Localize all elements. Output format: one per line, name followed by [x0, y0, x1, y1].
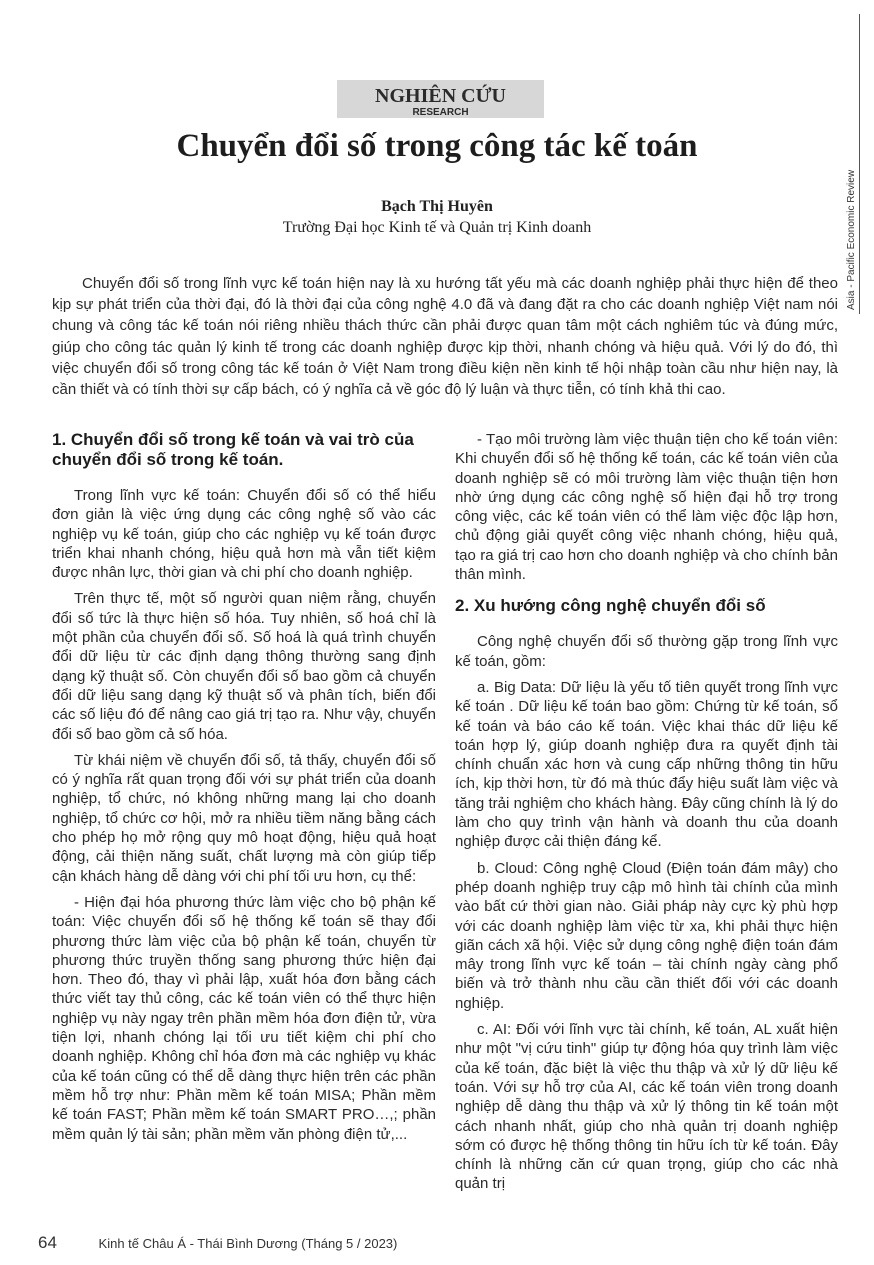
left-column	[52, 430, 436, 1151]
section-1-heading: 1. Chuyển đổi số trong kế toán và vai trò của chuyển đổi số trong kế toán.	[52, 430, 414, 469]
paragraph: Trong lĩnh vực kế toán: Chuyển đổi số có thể hiểu đơn giản là việc ứng dụng các công nghệ số vào các nghiệp vụ kế toán, giúp cho các nghiệp vụ kế toán được triển khai nhanh chóng, hiệu quả hơn mà vẫn tiết kiệm được nhân lực, thời gian và chi phí cho doanh nghiệp.	[52, 487, 436, 582]
section-tag	[337, 80, 544, 118]
paragraph: Công nghệ chuyển đổi số thường gặp trong lĩnh vực kế toán, gồm:	[455, 633, 838, 670]
section-2-heading: 2. Xu hướng công nghệ chuyển đổi số	[455, 596, 766, 616]
paragraph: Từ khái niệm về chuyển đổi số, tả thấy, chuyển đổi số có ý nghĩa rất quan trọng đối với sự phát triển của doanh nghiệp, tổ chức, nó không những mang lại cho doanh nghiệp, tổ chức cơ hội, mở ra nhiều tiềm năng bằng cách cho phép họ mở rộng quy mô hoạt động, hiệu quả hoạt động, cải thiện năng suất, chất lượng mà còn giúp tiếp cận khách hàng dễ dàng với chi phí tối ưu hơn, cụ thể:	[52, 751, 436, 885]
section-tag-en: RESEARCH	[412, 107, 469, 118]
right-column	[455, 430, 838, 1201]
paragraph: - Tạo môi trường làm việc thuận tiện cho kế toán viên: Khi chuyển đổi số hệ thống kế toán, các kế toán viên của doanh nghiệp sẽ có môi trường làm việc thuận tiện hơn nhờ ứng dụng các công nghệ số hiện đại hỗ trợ trong công việc, các kế toán viên có thể làm việc độc lập hơn, chủ động giải quyết công việc nhanh chóng, hiệu quả, tạo ra giá trị cao hơn cho doanh nghiệp và cho chính bản thân mình.	[455, 431, 838, 584]
paragraph: b. Cloud: Công nghệ Cloud (Điện toán đám mây) cho phép doanh nghiệp truy cập mô hình tài chính của mình vào bất cứ thời gian nào. Giải pháp này cực kỳ phù hợp với các doanh nghiệp làm việc từ xa, khi phải thực hiện giãn cách xã hội. Việc sử dụng công nghệ điện toán đám mây trong lĩnh vực kế toán – tài chính ngày càng phổ biến và trở thành nhu cầu cần thiết đối với các doanh nghiệp.	[455, 859, 838, 1012]
page-footer	[38, 1233, 397, 1253]
author-affiliation: Trường Đại học Kinh tế và Quản trị Kinh doanh	[282, 219, 592, 236]
abstract: Chuyển đổi số trong lĩnh vực kế toán hiện nay là xu hướng tất yếu mà các doanh nghiệp phải thực hiện để theo kịp sự phát triển của thời đại, đó là thời đại của công nghệ 4.0 đã và đang đặt ra cho các doanh nghiệp Việt nam nói chung và công tác kế toán nói riêng nhiều thách thức cần phải được quan tâm một cách nghiêm túc và đúng mức, giúp cho công tác quản lý kinh tế trong các doanh nghiệp được kịp thời, nhanh chóng và hiệu quả. Với lý do đó, thì việc chuyển đổi số trong công tác kế toán ở Việt Nam trong điều kiện nền kinh tế hội nhập toàn cầu như hiện nay, là cần thiết và có tính thời sự cấp bách, có ý nghĩa cả về góc độ lý luận và thực tiễn, có tính khả thi cao.	[52, 275, 838, 399]
paragraph: a. Big Data: Dữ liệu là yếu tố tiên quyết trong lĩnh vực kế toán . Dữ liệu kế toán bao gồm: Chứng từ kế toán, sổ kế toán và báo cáo kế toán. Việc khai thác dữ liệu kế toán hợp lý, giúp doanh nghiệp đưa ra quyết định tài chính chuẩn xác hơn và cung cấp những thông tin hữu ích, kịp thời hơn, từ đó mà thúc đẩy hiệu suất làm việc và tăng trải nghiệm cho khách hàng. Đây cũng chính là lý do làm cho quy trình vận hành và doanh thu của doanh nghiệp được cải thiện đáng kể.	[455, 678, 838, 851]
article-title: Chuyển đổi số trong công tác kế toán	[176, 128, 698, 164]
section-tag-vi: NGHIÊN CỨU	[375, 85, 506, 107]
paragraph: - Hiện đại hóa phương thức làm việc cho bộ phận kế toán: Việc chuyển đổi số hệ thống kế toán sẽ thay đổi phương thức làm việc của bộ phận kế toán, chuyển từ phương thức truyền thống sang phương thức hiện đại hơn. Theo đó, thay vì phải lập, xuất hóa đơn bằng cách thức viết tay thủ công, các kế toán viên có thể thực hiện nghiệp vụ này ngay trên phần mềm hóa đơn điện tử, vừa tiện lợi, nhanh chóng lại tối ưu tiết kiệm chi phí cho doanh nghiệp. Không chỉ hóa đơn mà các nghiệp vụ khác của kế toán cũng có thể dễ dàng thực hiện trên các phần mềm hỗ trợ như: Phần mềm kế toán MISA; Phần mềm kế toán FAST; Phần mềm kế toán SMART PRO…,; phần mềm quản lý tài sản; phần mềm văn phòng điện tử,...	[52, 893, 436, 1143]
page-number: 64	[38, 1233, 57, 1252]
journal-name: Kinh tế Châu Á - Thái Bình Dương (Tháng 5 / 2023)	[98, 1236, 398, 1251]
author-name: Bạch Thị Huyên	[381, 198, 493, 215]
paragraph: Trên thực tế, một số người quan niệm rằng, chuyển đổi số tức là thực hiện số hóa. Tuy nhiên, số hoá chỉ là một phần của chuyển đổi số. Số hoá là quá trình chuyển đổi dữ liệu từ các định dạng thông thường sang định dạng kỹ thuật số. Còn chuyển đổi số bao gồm cả chuyển đổi dữ liệu sang dạng kỹ thuật số và phân tích, biến đổi các số liệu đó để nâng cao giá trị tạo ra. Như vậy, chuyển đổi số bao gồm cả số hóa.	[52, 590, 436, 743]
journal-side-label: Asia - Pacific Economic Review	[846, 169, 857, 310]
paragraph: c. AI: Đối với lĩnh vực tài chính, kế toán, AL xuất hiện như một "vị cứu tinh" giúp tự động hóa quy trình làm việc của kế toán, đặc biệt là việc thu thập và xử lý dữ liệu kế toán. Với sự hỗ trợ của AI, các kế toán viên trong doanh nghiệp dễ dàng thu thập và xử lý thông tin kế toán một cách nhanh nhất, giúp cho nhà quản trị doanh nghiệp sớm có được hệ thống thông tin hữu ích từ kế toán. Đây chính là những căn cứ quan trọng, giúp cho các nhà quản trị	[455, 1021, 838, 1193]
